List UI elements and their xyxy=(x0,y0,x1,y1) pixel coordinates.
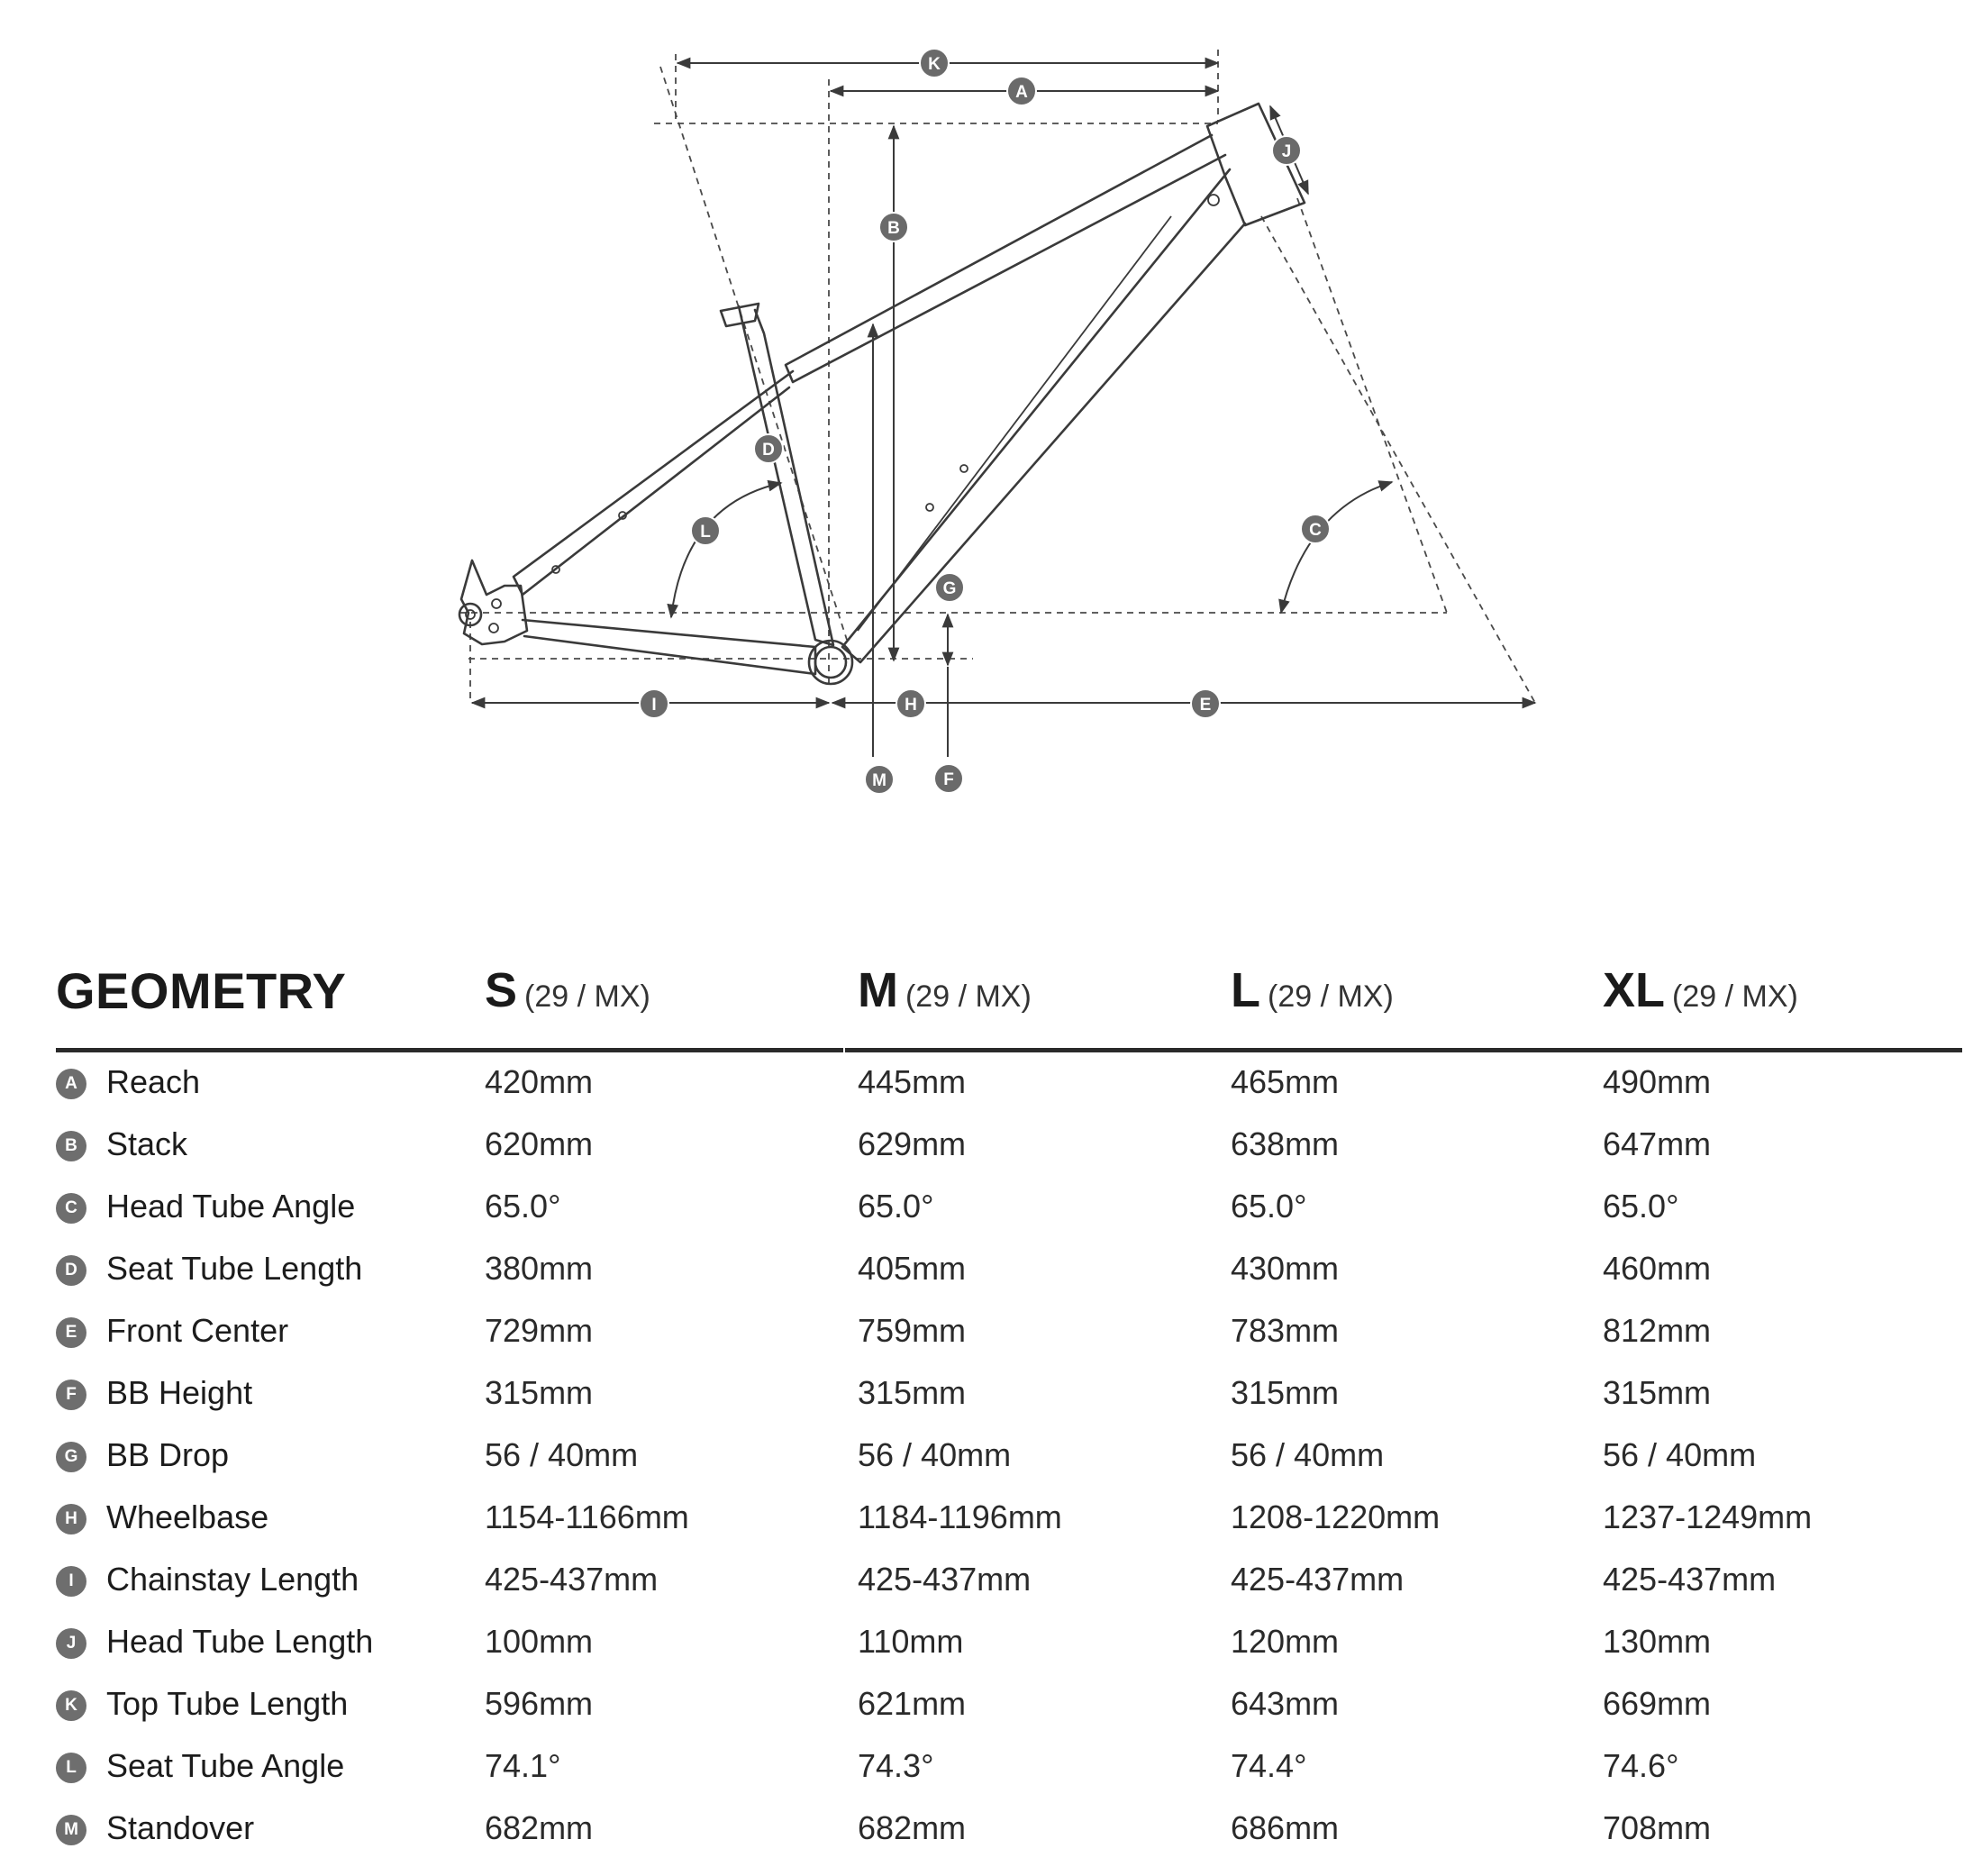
table-row xyxy=(56,1115,1951,1177)
value-s: 1154-1166mm xyxy=(485,1498,689,1535)
value-l: 1208-1220mm xyxy=(1231,1498,1441,1535)
value-s: 682mm xyxy=(485,1809,594,1846)
value-l: 643mm xyxy=(1231,1685,1340,1722)
table-row xyxy=(56,1425,1951,1488)
value-m: 110mm xyxy=(858,1623,964,1660)
svg-text:F: F xyxy=(943,770,954,789)
row-letter-badge: K xyxy=(56,1690,86,1721)
svg-text:C: C xyxy=(1309,521,1322,540)
value-xl: 425-437mm xyxy=(1603,1561,1777,1598)
svg-text:K: K xyxy=(928,55,941,74)
row-label: Seat Tube Length xyxy=(106,1250,363,1287)
size-sub: (29 / MX) xyxy=(1672,979,1798,1014)
value-m: 56 / 40mm xyxy=(858,1436,1012,1473)
value-xl: 130mm xyxy=(1603,1623,1712,1660)
svg-text:M: M xyxy=(872,771,886,790)
value-s: 74.1° xyxy=(485,1747,561,1784)
badge-c xyxy=(1301,515,1330,543)
table-row xyxy=(56,1239,1951,1301)
badge-l xyxy=(691,516,720,545)
row-label: Seat Tube Angle xyxy=(106,1747,345,1784)
value-m: 425-437mm xyxy=(858,1561,1032,1598)
value-xl: 669mm xyxy=(1603,1685,1712,1722)
row-letter-badge: D xyxy=(56,1255,86,1286)
size-name: M xyxy=(858,963,898,1017)
value-xl: 812mm xyxy=(1603,1312,1712,1349)
size-name: S xyxy=(485,963,518,1017)
svg-text:A: A xyxy=(1015,83,1028,102)
row-letter-badge: J xyxy=(56,1628,86,1659)
svg-text:L: L xyxy=(700,523,711,542)
value-l: 120mm xyxy=(1231,1623,1340,1660)
value-l: 783mm xyxy=(1231,1312,1340,1349)
badge-j xyxy=(1272,136,1301,165)
table-row xyxy=(56,1488,1951,1550)
value-l: 465mm xyxy=(1231,1063,1340,1100)
value-l: 638mm xyxy=(1231,1125,1340,1162)
value-xl: 56 / 40mm xyxy=(1603,1436,1757,1473)
value-m: 621mm xyxy=(858,1685,967,1722)
badge-a xyxy=(1007,77,1036,105)
svg-text:E: E xyxy=(1199,696,1212,715)
frame-drawing xyxy=(0,0,1973,901)
value-m: 74.3° xyxy=(858,1747,934,1784)
row-label: Top Tube Length xyxy=(106,1685,349,1722)
badge-e xyxy=(1191,689,1220,718)
value-l: 430mm xyxy=(1231,1250,1340,1287)
value-m: 445mm xyxy=(858,1063,967,1100)
svg-text:H: H xyxy=(905,696,917,715)
row-letter-badge: G xyxy=(56,1442,86,1472)
value-xl: 1237-1249mm xyxy=(1603,1498,1813,1535)
value-m: 682mm xyxy=(858,1809,967,1846)
table-row xyxy=(56,1052,1951,1115)
frame-geometry-diagram xyxy=(0,0,1973,901)
table-title: GEOMETRY xyxy=(56,962,347,1019)
size-name: L xyxy=(1231,963,1260,1017)
value-s: 380mm xyxy=(485,1250,594,1287)
row-letter-badge: M xyxy=(56,1815,86,1845)
value-s: 56 / 40mm xyxy=(485,1436,639,1473)
table-header xyxy=(56,937,1951,1050)
size-header-l xyxy=(1231,962,1394,1018)
value-l: 315mm xyxy=(1231,1374,1340,1411)
value-xl: 74.6° xyxy=(1603,1747,1679,1784)
svg-text:J: J xyxy=(1281,142,1292,161)
row-label: Head Tube Length xyxy=(106,1623,374,1660)
value-m: 405mm xyxy=(858,1250,967,1287)
value-xl: 460mm xyxy=(1603,1250,1712,1287)
table-row xyxy=(56,1612,1951,1674)
row-label: Reach xyxy=(106,1063,201,1100)
row-letter-badge: I xyxy=(56,1566,86,1597)
row-label: Head Tube Angle xyxy=(106,1188,356,1225)
row-label: Wheelbase xyxy=(106,1498,269,1535)
badge-g xyxy=(935,573,964,602)
row-letter-badge: B xyxy=(56,1131,86,1161)
size-sub: (29 / MX) xyxy=(905,979,1032,1014)
badge-d xyxy=(754,434,783,463)
table-row xyxy=(56,1301,1951,1363)
value-m: 315mm xyxy=(858,1374,967,1411)
row-letter-badge: H xyxy=(56,1504,86,1534)
badge-m xyxy=(865,765,894,794)
row-label: Chainstay Length xyxy=(106,1561,359,1598)
table-row xyxy=(56,1363,1951,1425)
svg-text:I: I xyxy=(651,696,657,715)
value-l: 425-437mm xyxy=(1231,1561,1405,1598)
value-m: 629mm xyxy=(858,1125,967,1162)
value-l: 74.4° xyxy=(1231,1747,1307,1784)
svg-text:B: B xyxy=(887,219,900,238)
value-xl: 708mm xyxy=(1603,1809,1712,1846)
value-xl: 490mm xyxy=(1603,1063,1712,1100)
row-label: Stack xyxy=(106,1125,188,1162)
row-label: BB Height xyxy=(106,1374,253,1411)
badge-h xyxy=(896,689,925,718)
value-s: 315mm xyxy=(485,1374,594,1411)
size-header-xl xyxy=(1603,962,1798,1018)
badge-f xyxy=(934,764,963,793)
row-label: Front Center xyxy=(106,1312,289,1349)
badge-b xyxy=(879,213,908,241)
value-l: 65.0° xyxy=(1231,1188,1307,1225)
badge-i xyxy=(640,689,668,718)
size-name: XL xyxy=(1603,963,1666,1017)
dimension-lines xyxy=(472,63,1535,757)
value-s: 596mm xyxy=(485,1685,594,1722)
value-l: 686mm xyxy=(1231,1809,1340,1846)
row-label: BB Drop xyxy=(106,1436,230,1473)
size-sub: (29 / MX) xyxy=(524,979,650,1014)
row-letter-badge: E xyxy=(56,1317,86,1348)
value-xl: 647mm xyxy=(1603,1125,1712,1162)
value-s: 420mm xyxy=(485,1063,594,1100)
value-xl: 315mm xyxy=(1603,1374,1712,1411)
value-xl: 65.0° xyxy=(1603,1188,1679,1225)
reference-lines xyxy=(459,50,1535,703)
value-m: 1184-1196mm xyxy=(858,1498,1062,1535)
geometry-table xyxy=(56,937,1951,1846)
table-row xyxy=(56,1736,1951,1799)
dimension-badges xyxy=(640,49,1330,794)
row-label: Standover xyxy=(106,1809,255,1846)
value-m: 759mm xyxy=(858,1312,967,1349)
row-letter-badge: F xyxy=(56,1380,86,1410)
bike-frame xyxy=(459,104,1305,684)
table-row xyxy=(56,1674,1951,1736)
row-letter-badge: C xyxy=(56,1193,86,1224)
row-letter-badge: A xyxy=(56,1069,86,1099)
size-header-s xyxy=(485,962,650,1018)
value-s: 100mm xyxy=(485,1623,594,1660)
value-s: 729mm xyxy=(485,1312,594,1349)
size-header-m xyxy=(858,962,1032,1018)
table-row xyxy=(56,1550,1951,1612)
value-s: 620mm xyxy=(485,1125,594,1162)
row-letter-badge: L xyxy=(56,1753,86,1783)
table-row xyxy=(56,1177,1951,1239)
value-m: 65.0° xyxy=(858,1188,934,1225)
svg-text:G: G xyxy=(942,579,957,598)
size-sub: (29 / MX) xyxy=(1268,979,1394,1014)
badge-k xyxy=(920,49,949,77)
value-s: 65.0° xyxy=(485,1188,561,1225)
value-s: 425-437mm xyxy=(485,1561,659,1598)
value-l: 56 / 40mm xyxy=(1231,1436,1385,1473)
svg-text:D: D xyxy=(762,441,775,460)
table-row xyxy=(56,1799,1951,1861)
